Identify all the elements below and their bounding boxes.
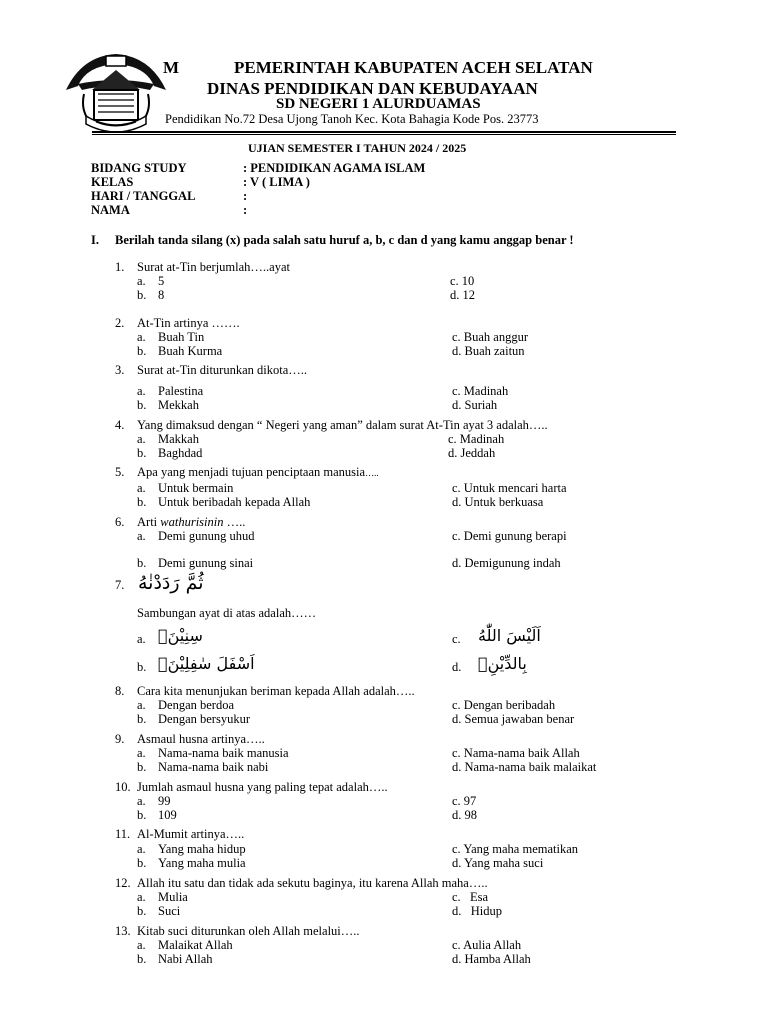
option-7d[interactable]: بِالدِّيْنِۗ: [478, 654, 527, 673]
option-1a[interactable]: a. 5: [137, 274, 165, 288]
option-3d[interactable]: d. Suriah: [452, 398, 498, 412]
question-2: 2. At-Tin artinya …….: [115, 316, 240, 330]
option-7d-label[interactable]: d.: [452, 660, 462, 674]
option-12c[interactable]: c. Esa: [452, 890, 489, 904]
question-12: 12. Allah itu satu dan tidak ada sekutu baginya, itu karena Allah maha…..: [115, 876, 488, 890]
option-10b[interactable]: b. 109: [137, 808, 177, 822]
question-10: 10. Jumlah asmaul husna yang paling tepat adalah…..: [115, 780, 388, 794]
header-department: DINAS PENDIDIKAN DAN KEBUDAYAAN: [207, 79, 538, 98]
header-school: SD NEGERI 1 ALURDUAMAS: [276, 96, 481, 112]
question-8: 8. Cara kita menunjukan beriman kepada Allah adalah…..: [115, 684, 415, 698]
option-5d[interactable]: d. Untuk berkuasa: [452, 495, 544, 509]
info-label-class: KELAS: [91, 175, 134, 189]
option-8b[interactable]: b. Dengan bersyukur: [137, 712, 250, 726]
regency-emblem-icon: [62, 50, 170, 136]
info-label-date: HARI / TANGGAL: [91, 189, 196, 203]
option-10a[interactable]: a. 99: [137, 794, 171, 808]
info-label-subject: BIDANG STUDY: [91, 161, 187, 175]
question-7-number: 7.: [115, 578, 125, 592]
option-9d[interactable]: d. Nama-nama baik malaikat: [452, 760, 597, 774]
option-7b[interactable]: اَسْفَلَ سٰفِلِيْنَۙ: [158, 654, 255, 673]
info-value-date: :: [243, 189, 248, 203]
option-1c[interactable]: c. 10: [450, 274, 475, 288]
instruction-number: I.: [91, 233, 99, 247]
option-6d[interactable]: d. Demigunung indah: [452, 556, 561, 570]
header-mark: M: [163, 58, 180, 77]
info-value-subject: : PENDIDIKAN AGAMA ISLAM: [243, 161, 426, 175]
option-13a[interactable]: a. Malaikat Allah: [137, 938, 233, 952]
option-5a[interactable]: a. Untuk bermain: [137, 481, 234, 495]
option-10c[interactable]: c. 97: [452, 794, 477, 808]
option-10d[interactable]: d. 98: [452, 808, 477, 822]
instruction-text: Berilah tanda silang (x) pada salah satu huruf a, b, c dan d yang kamu anggap benar !: [115, 233, 574, 247]
option-9b[interactable]: b. Nama-nama baik nabi: [137, 760, 269, 774]
option-2b[interactable]: b. Buah Kurma: [137, 344, 223, 358]
option-12a[interactable]: a. Mulia: [137, 890, 188, 904]
question-1: 1. Surat at-Tin berjumlah…..ayat: [115, 260, 290, 274]
option-2a[interactable]: a. Buah Tin: [137, 330, 205, 344]
option-9c[interactable]: c. Nama-nama baik Allah: [452, 746, 580, 760]
question-9: 9. Asmaul husna artinya…..: [115, 732, 265, 746]
header-divider-thin: [92, 134, 676, 135]
option-3c[interactable]: c. Madinah: [452, 384, 509, 398]
option-11c[interactable]: c. Yang maha mematikan: [452, 842, 579, 856]
question-11: 11. Al-Mumit artinya…..: [115, 827, 245, 841]
question-7: Sambungan ayat di atas adalah……: [137, 606, 317, 620]
option-7a[interactable]: سِنِيْنَۙ: [158, 626, 203, 645]
question-3: 3. Surat at-Tin diturunkan dikota…..: [115, 363, 308, 377]
option-7c[interactable]: اَلَيْسَ اللّٰهُ: [478, 626, 541, 645]
question-4: 4. Yang dimaksud dengan “ Negeri yang aman” dalam surat At-Tin ayat 3 adalah…..: [115, 418, 548, 432]
info-label-name: NAMA: [91, 203, 130, 217]
option-7b-label[interactable]: b.: [137, 660, 147, 674]
option-9a[interactable]: a. Nama-nama baik manusia: [137, 746, 289, 760]
option-4b[interactable]: b. Baghdad: [137, 446, 203, 460]
option-4c[interactable]: c. Madinah: [448, 432, 505, 446]
question-7-arabic: ثُمَّ رَدَدْنٰهُ: [138, 572, 204, 594]
option-6b[interactable]: b. Demi gunung sinai: [137, 556, 254, 570]
exam-title: UJIAN SEMESTER I TAHUN 2024 / 2025: [248, 141, 467, 155]
option-11b[interactable]: b. Yang maha mulia: [137, 856, 246, 870]
option-13b[interactable]: b. Nabi Allah: [137, 952, 213, 966]
option-8c[interactable]: c. Dengan beribadah: [452, 698, 556, 712]
option-2c[interactable]: c. Buah anggur: [452, 330, 529, 344]
option-7a-label[interactable]: a.: [137, 632, 146, 646]
option-5c[interactable]: c. Untuk mencari harta: [452, 481, 567, 495]
option-2d[interactable]: d. Buah zaitun: [452, 344, 525, 358]
option-6a[interactable]: a. Demi gunung uhud: [137, 529, 255, 543]
question-13: 13. Kitab suci diturunkan oleh Allah melalui…..: [115, 924, 360, 938]
header-divider: [92, 131, 676, 133]
option-3a[interactable]: a. Palestina: [137, 384, 204, 398]
option-1d[interactable]: d. 12: [450, 288, 475, 302]
option-3b[interactable]: b. Mekkah: [137, 398, 199, 412]
option-1b[interactable]: b. 8: [137, 288, 165, 302]
option-11a[interactable]: a. Yang maha hidup: [137, 842, 246, 856]
info-value-class: : V ( LIMA ): [243, 175, 310, 189]
option-4a[interactable]: a. Makkah: [137, 432, 199, 446]
option-13d[interactable]: d. Hamba Allah: [452, 952, 531, 966]
info-value-name: :: [243, 203, 248, 217]
option-6c[interactable]: c. Demi gunung berapi: [452, 529, 567, 543]
option-13c[interactable]: c. Aulia Allah: [452, 938, 522, 952]
option-8d[interactable]: d. Semua jawaban benar: [452, 712, 575, 726]
option-7c-label[interactable]: c.: [452, 632, 461, 646]
option-4d[interactable]: d. Jeddah: [448, 446, 496, 460]
option-11d[interactable]: d. Yang maha suci: [452, 856, 544, 870]
option-12b[interactable]: b. Suci: [137, 904, 181, 918]
question-6: 6. Arti wathurisinin …..: [115, 515, 246, 529]
header-address: Pendidikan No.72 Desa Ujong Tanoh Kec. Kota Bahagia Kode Pos. 23773: [165, 112, 539, 126]
header-government: PEMERINTAH KABUPATEN ACEH SELATAN: [234, 58, 593, 77]
option-5b[interactable]: b. Untuk beribadah kepada Allah: [137, 495, 311, 509]
question-5: 5. Apa yang menjadi tujuan penciptaan manusia…..: [115, 465, 379, 479]
option-12d[interactable]: d. Hidup: [452, 904, 502, 918]
option-8a[interactable]: a. Dengan berdoa: [137, 698, 235, 712]
